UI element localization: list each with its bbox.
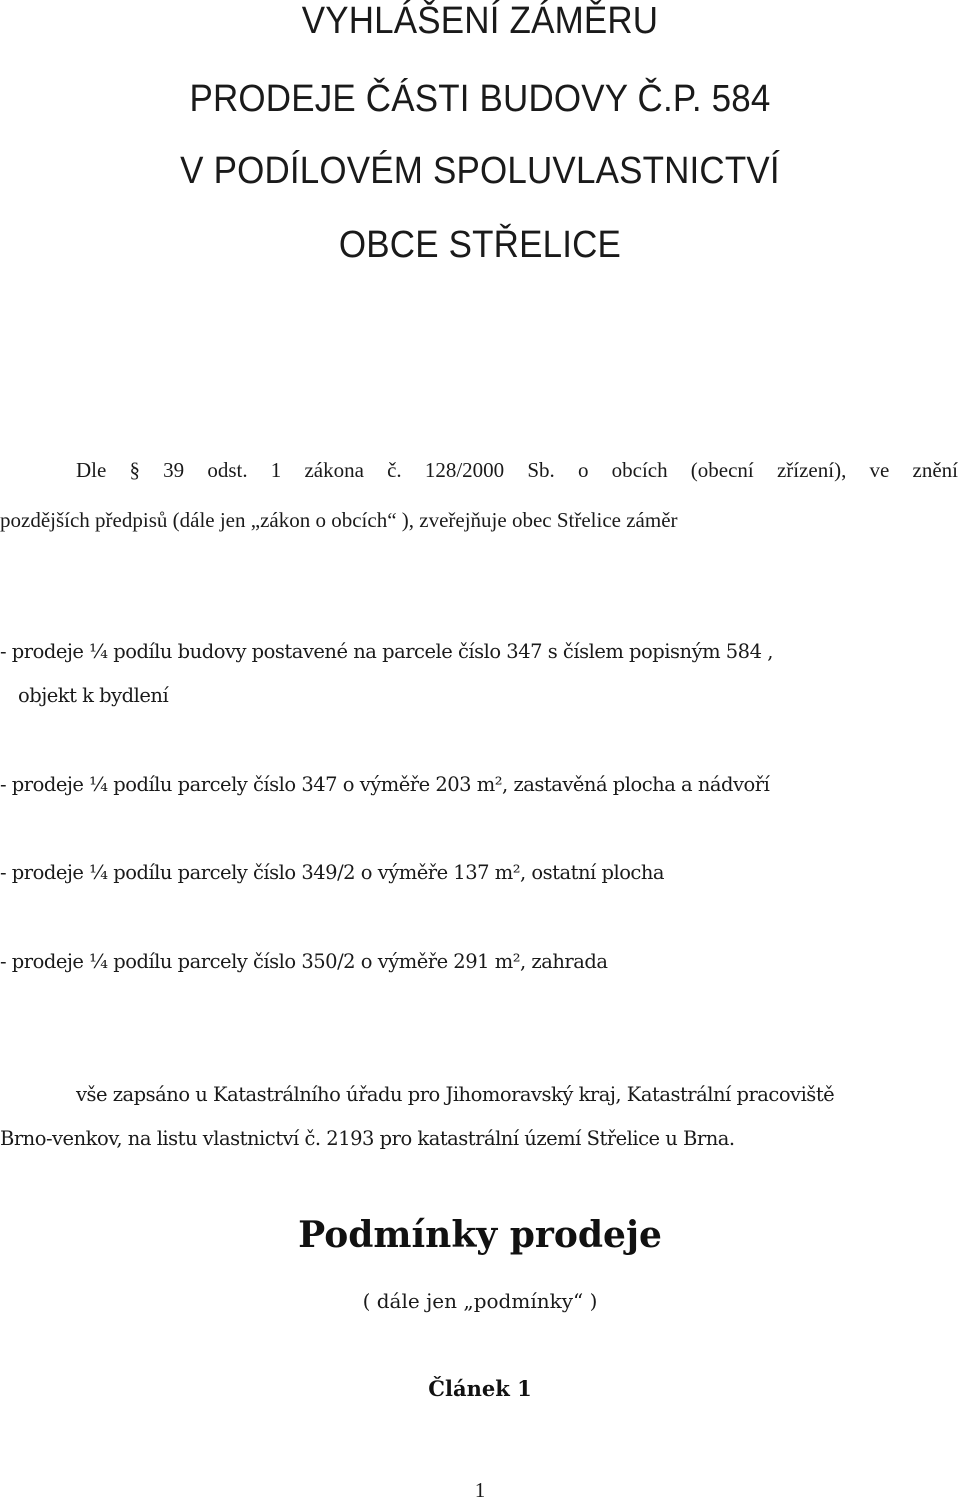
- conditions-subheading: ( dále jen „podmínky“ ): [362, 1289, 598, 1313]
- page-number: 1: [474, 1478, 486, 1502]
- intro-word: zákona: [304, 458, 364, 482]
- intro-word: zřízení),: [776, 458, 847, 482]
- intro-word: Sb.: [527, 458, 555, 482]
- intro-word: znění: [912, 458, 958, 482]
- intro-word: Dle: [76, 458, 107, 482]
- intro-word: o: [577, 458, 589, 482]
- title-line-1: VYHLÁŠENÍ ZÁMĚRU: [301, 0, 659, 42]
- intro-word: 128/2000: [424, 458, 505, 482]
- article-heading: Článek 1: [428, 1376, 532, 1401]
- registry-line-1: vše zapsáno u Katastrálního úřadu pro Jihomoravský kraj, Katastrální pracoviště: [76, 1083, 835, 1106]
- intro-word: 39: [163, 458, 185, 482]
- item-4: - prodeje ¼ podílu parcely číslo 350/2 o výměře 291 m², zahrada: [0, 950, 608, 973]
- title-line-3: V PODÍLOVÉM SPOLUVLASTNICTVÍ: [180, 150, 780, 192]
- intro-word: obcích: [611, 458, 668, 482]
- conditions-heading: Podmínky prodeje: [298, 1214, 662, 1256]
- intro-word: (obecní: [690, 458, 754, 482]
- item-3: - prodeje ¼ podílu parcely číslo 349/2 o výměře 137 m², ostatní plocha: [0, 861, 665, 884]
- intro-line-2: pozdějších předpisů (dále jen „zákon o obcích“ ), zveřejňuje obec Střelice záměr: [0, 508, 678, 532]
- intro-word: ve: [869, 458, 890, 482]
- item-1-line-2: objekt k bydlení: [18, 684, 169, 707]
- item-2: - prodeje ¼ podílu parcely číslo 347 o výměře 203 m², zastavěná plocha a nádvoří: [0, 773, 770, 796]
- intro-word: §: [129, 458, 140, 482]
- intro-word: odst.: [207, 458, 248, 482]
- intro-word: 1: [270, 458, 282, 482]
- intro-line-1: [76, 458, 958, 483]
- title-line-4: OBCE STŘELICE: [338, 224, 622, 266]
- title-line-2: PRODEJE ČÁSTI BUDOVY Č.P. 584: [189, 78, 771, 120]
- item-1-line-1: - prodeje ¼ podílu budovy postavené na parcele číslo 347 s číslem popisným 584 ,: [0, 640, 773, 663]
- intro-word: č.: [387, 458, 402, 482]
- registry-line-2: Brno-venkov, na listu vlastnictví č. 2193 pro katastrální území Střelice u Brna.: [0, 1127, 735, 1150]
